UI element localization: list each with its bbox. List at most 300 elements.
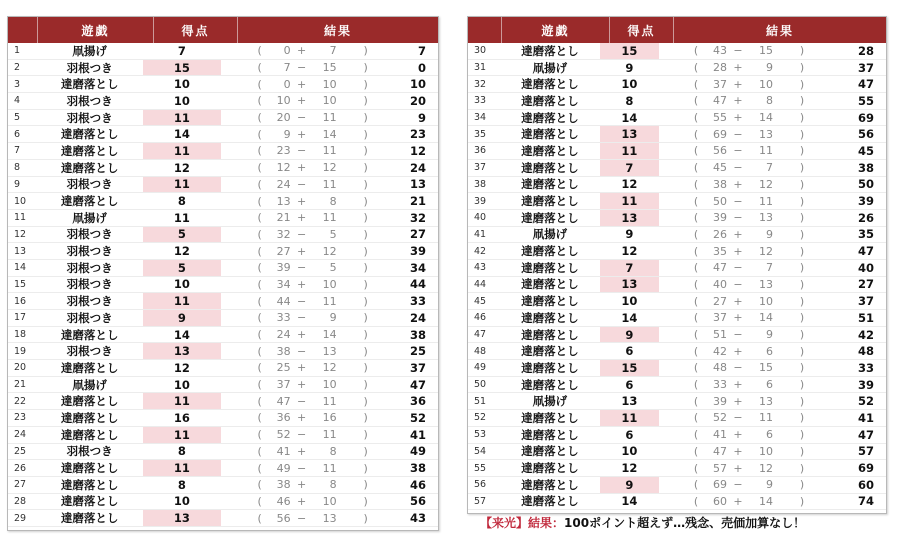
paren-close: )	[799, 311, 805, 325]
table-row	[468, 193, 886, 210]
game-name: 羽根つき	[66, 60, 113, 75]
calc-cell	[221, 360, 382, 376]
prev-total: 37	[713, 77, 728, 91]
calc-cell	[221, 327, 382, 343]
score-operand: 10	[759, 294, 774, 308]
operator: −	[733, 361, 743, 375]
score-operand: 8	[766, 94, 774, 108]
score-cell: 12	[173, 360, 190, 375]
score-cell: 16	[173, 410, 190, 425]
row-index: 6	[14, 128, 21, 140]
running-total: 9	[417, 110, 426, 125]
summary-tag: 【来光】	[480, 516, 529, 530]
game-name: 凧揚げ	[532, 227, 568, 242]
calc-cell	[221, 410, 382, 426]
table-row	[8, 126, 438, 143]
score-operand: 7	[329, 44, 337, 58]
calc-cell	[659, 327, 830, 343]
table-row	[8, 460, 438, 477]
row-index: 56	[474, 479, 487, 491]
paren-close: )	[363, 461, 368, 475]
game-name: 達磨落とし	[521, 43, 579, 58]
calc-cell	[221, 93, 382, 109]
operator: +	[296, 378, 307, 392]
row-index: 8	[14, 162, 21, 174]
calc-cell	[659, 494, 830, 510]
score-cell: 11	[143, 427, 220, 443]
game-name: 達磨落とし	[521, 327, 579, 342]
paren-open: (	[257, 344, 262, 358]
score-operand: 13	[322, 511, 337, 525]
paren-open: (	[257, 294, 262, 308]
calc-cell	[221, 427, 382, 443]
paren-close: )	[363, 394, 368, 408]
calc-cell	[659, 444, 830, 460]
row-index: 43	[474, 262, 487, 274]
game-name: 達磨落とし	[521, 427, 579, 442]
calc-cell	[659, 277, 830, 293]
table-row	[8, 177, 438, 194]
paren-close: )	[363, 411, 368, 425]
paren-close: )	[799, 494, 805, 508]
running-total: 57	[858, 444, 875, 459]
row-index: 41	[474, 228, 487, 240]
prev-total: 56	[276, 511, 291, 525]
running-total: 55	[858, 93, 875, 108]
operator: −	[733, 261, 743, 275]
game-name: 凧揚げ	[72, 43, 107, 58]
operator: −	[296, 144, 307, 158]
running-total: 13	[409, 177, 426, 192]
running-total: 12	[409, 143, 426, 158]
score-operand: 14	[322, 328, 337, 342]
operator: +	[733, 294, 743, 308]
table-row	[468, 327, 886, 344]
operator: +	[733, 177, 743, 191]
paren-open: (	[257, 328, 262, 342]
game-name: 達磨落とし	[521, 244, 579, 259]
score-cell: 15	[143, 60, 220, 76]
table-row	[468, 60, 886, 77]
paren-close: )	[363, 111, 368, 125]
calc-cell	[221, 510, 382, 526]
game-name: 羽根つき	[66, 310, 113, 325]
game-name: 羽根つき	[66, 177, 113, 192]
paren-open: (	[693, 444, 699, 458]
row-index: 46	[474, 312, 487, 324]
paren-close: )	[363, 494, 368, 508]
operator: +	[296, 127, 307, 141]
calc-cell	[221, 143, 382, 159]
calc-cell	[221, 76, 382, 92]
calc-cell	[221, 310, 382, 326]
paren-open: (	[257, 127, 262, 141]
score-cell: 10	[621, 294, 638, 309]
paren-open: (	[693, 328, 699, 342]
score-cell: 11	[143, 293, 220, 309]
header-score: 得点	[154, 17, 238, 43]
score-operand: 9	[329, 311, 337, 325]
paren-close: )	[363, 311, 368, 325]
prev-total: 34	[276, 277, 291, 291]
paren-open: (	[693, 344, 699, 358]
table-row	[468, 343, 886, 360]
running-total: 47	[409, 377, 426, 392]
row-index: 2	[14, 62, 21, 74]
operator: +	[296, 77, 307, 91]
paren-open: (	[257, 144, 262, 158]
table-row	[468, 76, 886, 93]
game-name: 達磨落とし	[521, 477, 579, 492]
score-operand: 10	[322, 94, 337, 108]
table-row	[8, 160, 438, 177]
paren-close: )	[799, 394, 805, 408]
running-total: 38	[858, 160, 875, 175]
score-cell: 13	[143, 343, 220, 359]
table-row	[8, 76, 438, 93]
running-total: 46	[409, 477, 426, 492]
table-row	[8, 444, 438, 461]
row-index: 14	[14, 262, 27, 274]
paren-open: (	[693, 494, 699, 508]
prev-total: 26	[713, 227, 728, 241]
paren-close: )	[799, 478, 805, 492]
running-total: 38	[409, 461, 426, 476]
calc-cell	[659, 76, 830, 92]
paren-close: )	[363, 227, 368, 241]
paren-open: (	[257, 444, 262, 458]
row-index: 51	[474, 395, 487, 407]
prev-total: 27	[713, 294, 728, 308]
row-index: 45	[474, 295, 487, 307]
score-cell: 14	[621, 110, 638, 125]
score-cell: 13	[621, 394, 638, 409]
score-table-right	[467, 16, 887, 514]
calc-cell	[659, 93, 830, 109]
calc-cell	[221, 494, 382, 510]
prev-total: 32	[276, 227, 291, 241]
score-operand: 8	[329, 478, 337, 492]
paren-open: (	[693, 94, 699, 108]
score-cell: 7	[600, 260, 659, 276]
calc-cell	[221, 210, 382, 226]
operator: +	[296, 277, 307, 291]
score-cell: 13	[600, 210, 659, 226]
score-operand: 11	[322, 211, 337, 225]
table-row	[468, 243, 886, 260]
row-index: 32	[474, 78, 487, 90]
operator: −	[296, 261, 307, 275]
paren-open: (	[257, 478, 262, 492]
table-body	[468, 43, 886, 510]
table-row	[468, 227, 886, 244]
game-name: 羽根つき	[66, 294, 113, 309]
operator: +	[733, 94, 743, 108]
row-index: 42	[474, 245, 487, 257]
paren-open: (	[693, 394, 699, 408]
running-total: 47	[858, 77, 875, 92]
operator: −	[296, 511, 307, 525]
calc-cell	[221, 343, 382, 359]
prev-total: 21	[276, 211, 291, 225]
operator: −	[733, 211, 743, 225]
calc-cell	[221, 243, 382, 259]
prev-total: 40	[713, 277, 728, 291]
operator: +	[733, 444, 743, 458]
operator: −	[296, 344, 307, 358]
score-cell: 9	[600, 327, 659, 343]
score-cell: 8	[177, 477, 186, 492]
game-name: 達磨落とし	[60, 461, 119, 476]
table-row	[468, 93, 886, 110]
paren-close: )	[799, 94, 805, 108]
prev-total: 52	[276, 428, 291, 442]
table-row	[468, 494, 886, 511]
row-index: 10	[14, 195, 27, 207]
operator: −	[733, 277, 743, 291]
running-total: 49	[409, 444, 426, 459]
paren-close: )	[363, 77, 368, 91]
paren-close: )	[799, 177, 805, 191]
paren-close: )	[799, 294, 805, 308]
running-total: 24	[409, 310, 426, 325]
score-cell: 14	[621, 494, 638, 509]
score-cell: 14	[173, 327, 190, 342]
row-index: 16	[14, 295, 27, 307]
operator: +	[733, 311, 743, 325]
score-cell: 13	[143, 510, 220, 526]
game-name: 達磨落とし	[521, 127, 579, 142]
score-cell: 9	[143, 310, 220, 326]
score-operand: 6	[766, 378, 774, 392]
calc-cell	[659, 143, 830, 159]
score-cell: 13	[600, 126, 659, 142]
operator: −	[296, 461, 307, 475]
calc-cell	[221, 110, 382, 126]
running-total: 7	[417, 43, 426, 58]
row-index: 54	[474, 445, 487, 457]
prev-total: 48	[713, 361, 728, 375]
score-operand: 5	[329, 227, 337, 241]
score-cell: 8	[177, 444, 186, 459]
table-row	[8, 277, 438, 294]
paren-close: )	[363, 61, 368, 75]
paren-close: )	[799, 461, 805, 475]
table-row	[8, 427, 438, 444]
running-total: 37	[858, 60, 875, 75]
score-cell: 11	[143, 143, 220, 159]
operator: +	[733, 461, 743, 475]
table-row	[468, 377, 886, 394]
paren-close: )	[363, 194, 368, 208]
table-row	[8, 143, 438, 160]
paren-close: )	[363, 177, 368, 191]
running-total: 37	[858, 294, 875, 309]
game-name: 羽根つき	[66, 260, 113, 275]
paren-open: (	[693, 61, 699, 75]
prev-total: 24	[276, 328, 291, 342]
operator: −	[733, 328, 743, 342]
score-operand: 9	[766, 478, 774, 492]
running-total: 40	[858, 260, 875, 275]
table-body	[8, 43, 438, 527]
prev-total: 39	[713, 394, 728, 408]
table-row	[8, 210, 438, 227]
calc-cell	[221, 43, 382, 59]
score-cell: 14	[173, 127, 190, 142]
paren-close: )	[799, 261, 805, 275]
game-name: 達磨落とし	[60, 77, 119, 92]
summary-message: 100ポイント超えず…残念、売価加算なし！	[564, 516, 806, 530]
row-index: 21	[14, 379, 27, 391]
prev-total: 38	[276, 344, 291, 358]
row-index: 3	[14, 78, 21, 90]
table-row	[468, 360, 886, 377]
prev-total: 60	[713, 494, 728, 508]
table-row	[8, 193, 438, 210]
score-cell: 12	[621, 461, 638, 476]
prev-total: 47	[276, 394, 291, 408]
calc-cell	[659, 243, 830, 259]
game-name: 羽根つき	[66, 244, 113, 259]
prev-total: 47	[713, 444, 728, 458]
paren-close: )	[799, 428, 805, 442]
score-cell: 6	[625, 427, 634, 442]
score-operand: 12	[759, 177, 774, 191]
prev-total: 33	[276, 311, 291, 325]
prev-total: 41	[276, 444, 291, 458]
running-total: 41	[409, 427, 426, 442]
paren-close: )	[363, 378, 368, 392]
prev-total: 38	[276, 478, 291, 492]
row-index: 39	[474, 195, 487, 207]
operator: −	[296, 428, 307, 442]
score-cell: 10	[173, 77, 190, 92]
score-operand: 9	[766, 61, 774, 75]
score-cell: 11	[600, 193, 659, 209]
paren-open: (	[257, 361, 262, 375]
running-total: 47	[858, 427, 875, 442]
row-index: 30	[474, 45, 487, 57]
score-cell: 12	[621, 177, 638, 192]
score-cell: 15	[600, 360, 659, 376]
row-index: 1	[14, 45, 21, 57]
score-operand: 14	[759, 111, 774, 125]
prev-total: 25	[276, 361, 291, 375]
running-total: 45	[858, 143, 875, 158]
operator: +	[296, 361, 307, 375]
paren-open: (	[257, 77, 262, 91]
game-name: 凧揚げ	[532, 394, 568, 409]
calc-cell	[221, 177, 382, 193]
running-total: 24	[409, 160, 426, 175]
paren-open: (	[693, 177, 699, 191]
paren-open: (	[257, 378, 262, 392]
row-index: 22	[14, 395, 27, 407]
table-row	[8, 510, 438, 527]
row-index: 9	[14, 178, 21, 190]
paren-open: (	[257, 94, 262, 108]
score-operand: 8	[329, 444, 337, 458]
game-name: 凧揚げ	[72, 210, 107, 225]
row-index: 36	[474, 145, 487, 157]
paren-close: )	[363, 277, 368, 291]
row-index: 55	[474, 462, 487, 474]
table-row	[8, 494, 438, 511]
score-operand: 15	[759, 361, 774, 375]
operator: +	[296, 211, 307, 225]
score-cell: 14	[621, 310, 638, 325]
paren-open: (	[693, 478, 699, 492]
running-total: 23	[409, 127, 426, 142]
score-cell: 5	[143, 260, 220, 276]
paren-open: (	[257, 411, 262, 425]
game-name: 達磨落とし	[60, 327, 119, 342]
prev-total: 0	[283, 44, 291, 58]
row-index: 33	[474, 95, 487, 107]
game-name: 凧揚げ	[72, 377, 107, 392]
operator: +	[733, 244, 743, 258]
paren-open: (	[693, 44, 699, 58]
game-name: 達磨落とし	[60, 143, 119, 158]
header-game: 遊戯	[38, 17, 154, 43]
running-total: 37	[409, 360, 426, 375]
header-game: 遊戯	[502, 17, 610, 43]
result-summary	[480, 514, 805, 531]
running-total: 27	[409, 227, 426, 242]
calc-cell	[659, 427, 830, 443]
calc-cell	[659, 460, 830, 476]
prev-total: 49	[276, 461, 291, 475]
calc-cell	[221, 477, 382, 493]
table-row	[468, 160, 886, 177]
score-cell: 12	[173, 244, 190, 259]
row-index: 13	[14, 245, 27, 257]
score-cell: 9	[625, 60, 634, 75]
paren-close: )	[363, 294, 368, 308]
row-index: 53	[474, 429, 487, 441]
calc-cell	[221, 160, 382, 176]
game-name: 達磨落とし	[60, 410, 119, 425]
operator: −	[733, 127, 743, 141]
score-operand: 13	[759, 211, 774, 225]
score-cell: 8	[177, 194, 186, 209]
game-name: 達磨落とし	[521, 344, 579, 359]
game-name: 達磨落とし	[60, 160, 119, 175]
table-row	[8, 343, 438, 360]
score-operand: 11	[322, 177, 337, 191]
paren-close: )	[799, 44, 805, 58]
calc-cell	[221, 60, 382, 76]
operator: +	[733, 227, 743, 241]
game-name: 達磨落とし	[60, 427, 119, 442]
paren-close: )	[363, 361, 368, 375]
score-operand: 11	[759, 194, 774, 208]
running-total: 50	[858, 177, 875, 192]
table-row	[8, 60, 438, 77]
running-total: 52	[409, 410, 426, 425]
operator: +	[296, 194, 307, 208]
row-index: 5	[14, 112, 21, 124]
score-operand: 10	[759, 444, 774, 458]
running-total: 42	[858, 327, 875, 342]
running-total: 56	[858, 127, 875, 142]
table-row	[468, 126, 886, 143]
table-row	[468, 260, 886, 277]
paren-close: )	[799, 378, 805, 392]
score-cell: 11	[143, 460, 220, 476]
calc-cell	[659, 160, 830, 176]
